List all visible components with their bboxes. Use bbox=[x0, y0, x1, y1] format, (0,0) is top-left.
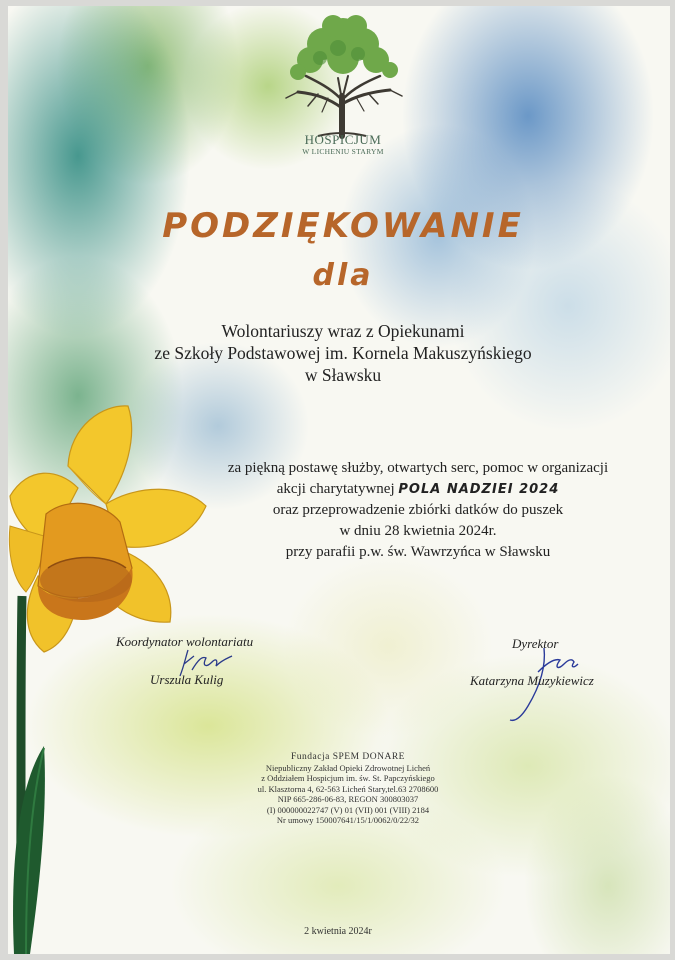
recipient-block bbox=[118, 320, 568, 386]
stamp-line: NIP 665-286-06-83, REGON 300803037 bbox=[277, 794, 419, 804]
logo-text bbox=[258, 132, 428, 156]
foundation-name: Fundacja SPEM DONARE bbox=[291, 752, 405, 762]
body-line: przy parafii p.w. św. Wawrzyńca w Sławsku bbox=[285, 544, 551, 560]
logo-subtitle: W LICHENIU STARYM bbox=[302, 147, 384, 156]
stamp-line: Niepubliczny Zakład Opieki Zdrowotnej Licheń bbox=[265, 762, 431, 773]
event-name: POLA NADZIEI 2024 bbox=[398, 482, 560, 497]
director-name: Katarzyna Muzykiewicz bbox=[470, 673, 594, 688]
stamp-line: Nr umowy 150007641/15/1/0062/0/22/32 bbox=[276, 815, 420, 825]
body-line: oraz przeprowadzenie zbiórki datków do puszek bbox=[272, 502, 564, 518]
body-line-prefix: akcji charytatywnej bbox=[276, 481, 399, 497]
stamp-line: z Oddziałem Hospicjum im. św. St. Papczyńskiego bbox=[261, 773, 435, 783]
recipient-line: ze Szkoły Podstawowej im. Kornela Makuszyńskiego bbox=[154, 343, 532, 363]
coordinator-name: Urszula Kulig bbox=[150, 672, 224, 687]
body-line bbox=[178, 479, 658, 500]
certificate-page bbox=[8, 6, 670, 954]
stamp-line: (I) 000000022747 (V) 01 (VII) 001 (VIII) 2184 bbox=[266, 804, 430, 815]
recipient-line: w Sławsku bbox=[304, 365, 382, 385]
certificate-title: PODZIĘKOWANIE bbox=[162, 206, 524, 246]
foundation-stamp bbox=[208, 752, 488, 826]
logo-name: HOSPICJUM bbox=[304, 132, 382, 147]
coordinator-role: Koordynator wolontariatu bbox=[116, 634, 254, 649]
certificate-title-for: dla bbox=[312, 258, 374, 293]
thanks-body bbox=[178, 458, 658, 563]
issue-date: 2 kwietnia 2024r bbox=[304, 926, 372, 937]
body-line: w dniu 28 kwietnia 2024r. bbox=[339, 523, 497, 539]
stamp-line: ul. Klasztorna 4, 62-563 Licheń Stary,tel.63 2708600 bbox=[257, 783, 439, 794]
body-line: za piękną postawę służby, otwartych serc, pomoc w organizacji bbox=[227, 460, 609, 476]
recipient-line: Wolontariuszy wraz z Opiekunami bbox=[221, 321, 465, 341]
director-role: Dyrektor bbox=[512, 636, 559, 651]
